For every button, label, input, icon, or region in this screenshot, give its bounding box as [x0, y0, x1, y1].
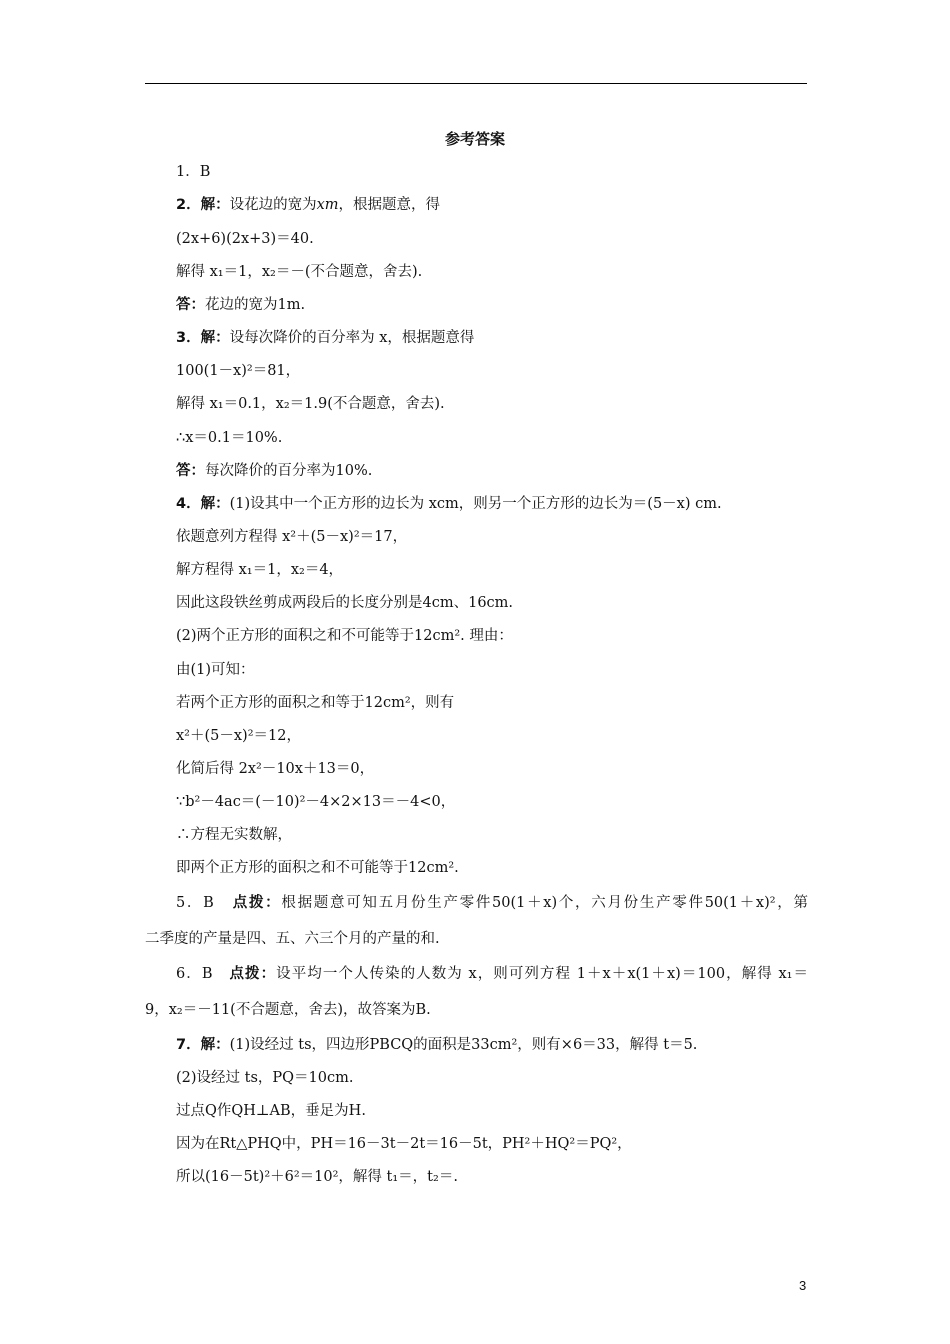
answer-2-conclusion — [176, 295, 305, 315]
answer-4-line-2: 依题意列方程得 x²＋(5－x)²＝17， — [176, 529, 408, 545]
q2-number: 2． — [176, 197, 201, 213]
answer-1: 1．B — [176, 164, 211, 180]
answer-4-line-4: 因此这段铁丝剪成两段后的长度分别是4cm、16cm. — [176, 595, 514, 611]
q5-l1: 根据题意可知五月份生产零件50(1＋x)个，六月份生产零件50(1＋x)²，第 — [281, 895, 808, 911]
answer-3-therefore: ∴x＝0.1＝10%. — [176, 430, 283, 446]
answer-3-equation: 100(1－x)²＝81， — [176, 363, 301, 379]
q6-l1: 设平均一个人传染的人数为 x，则可列方程 1＋x＋x(1＋x)＝100，解得 x₁＝ — [276, 966, 809, 982]
q2-setup-a: 设花边的宽为 — [229, 197, 317, 213]
q7-number: 7． — [176, 1037, 201, 1053]
answer-4-line-1 — [176, 494, 722, 514]
q2-ans: 花边的宽为1m. — [205, 297, 306, 313]
answer-4-line-12: 即两个正方形的面积之和不可能等于12cm². — [176, 860, 459, 876]
answer-4-line-6: 由(1)可知： — [176, 662, 255, 678]
answer-5-line-2: 二季度的产量是四、五、六三个月的产量的和. — [145, 931, 440, 947]
answer-2-solve: 解得 x₁＝1，x₂＝－(不合题意，舍去). — [176, 264, 423, 280]
q7-l1: (1)设经过 ts，四边形PBCQ的面积是33cm²，则有×6＝33，解得 t＝5. — [229, 1037, 698, 1053]
answer-3-conclusion — [176, 461, 372, 481]
q2-unit: m — [324, 197, 339, 213]
answer-4-line-10: ∵b²－4ac＝(－10)²－4×2×13＝－4<0， — [176, 794, 456, 810]
answer-2-setup — [176, 195, 440, 215]
answer-4-line-9: 化简后得 2x²－10x＋13＝0， — [176, 761, 375, 777]
answer-7-line-4: 因为在Rt△PHQ中，PH＝16－3t－2t＝16－5t，PH²＋HQ²＝PQ²， — [176, 1136, 632, 1152]
q5-number: 5．B — [176, 895, 214, 911]
answer-7-line-2: (2)设经过 ts，PQ＝10cm. — [176, 1070, 354, 1086]
q6-label: 点拨： — [229, 966, 277, 982]
q2-label: 解： — [200, 197, 230, 213]
answer-7-line-3: 过点Q作QH⊥AB，垂足为H. — [176, 1103, 366, 1119]
q3-number: 3． — [176, 330, 201, 346]
q5-label: 点拨： — [232, 895, 282, 911]
q3-setup: 设每次降价的百分率为 x，根据题意得 — [229, 330, 475, 346]
q4-l1: (1)设其中一个正方形的边长为 xcm，则另一个正方形的边长为＝(5－x) cm. — [229, 496, 722, 512]
page-number: 3 — [799, 1278, 807, 1293]
page-title: 参考答案 — [444, 130, 505, 148]
answer-4-line-3: 解方程得 x₁＝1，x₂＝4， — [176, 562, 344, 578]
q3-ans-label: 答： — [176, 463, 205, 479]
q2-var: x — [316, 197, 325, 213]
answer-7-line-1 — [176, 1035, 697, 1055]
answer-5-line-1 — [176, 893, 808, 913]
header-rule — [145, 83, 807, 84]
answer-4-line-7: 若两个正方形的面积之和等于12cm²，则有 — [176, 695, 455, 711]
q4-label: 解： — [200, 496, 230, 512]
q2-setup-b: ，根据题意，得 — [338, 197, 441, 213]
q3-label: 解： — [200, 330, 230, 346]
q4-number: 4． — [176, 496, 201, 512]
q2-ans-label: 答： — [176, 297, 205, 313]
answer-3-setup — [176, 328, 474, 348]
answer-7-line-5: 所以(16－5t)²＋6²＝10²，解得 t₁＝，t₂＝. — [176, 1169, 458, 1185]
answer-6-line-1 — [176, 964, 808, 984]
answer-4-line-11: ∴方程无实数解， — [176, 827, 292, 843]
answer-2-equation: (2x+6)(2x+3)＝40. — [176, 231, 314, 247]
q7-label: 解： — [200, 1037, 230, 1053]
answer-6-line-2: 9，x₂＝－11(不合题意，舍去)，故答案为B. — [145, 1002, 431, 1018]
q6-number: 6．B — [176, 966, 213, 982]
answer-4-line-8: x²＋(5－x)²＝12， — [176, 728, 301, 744]
answer-4-line-5: (2)两个正方形的面积之和不可能等于12cm². 理由： — [176, 628, 513, 644]
q3-ans: 每次降价的百分率为10%. — [205, 463, 373, 479]
answer-3-solve: 解得 x₁＝0.1，x₂＝1.9(不合题意，舍去). — [176, 396, 445, 412]
